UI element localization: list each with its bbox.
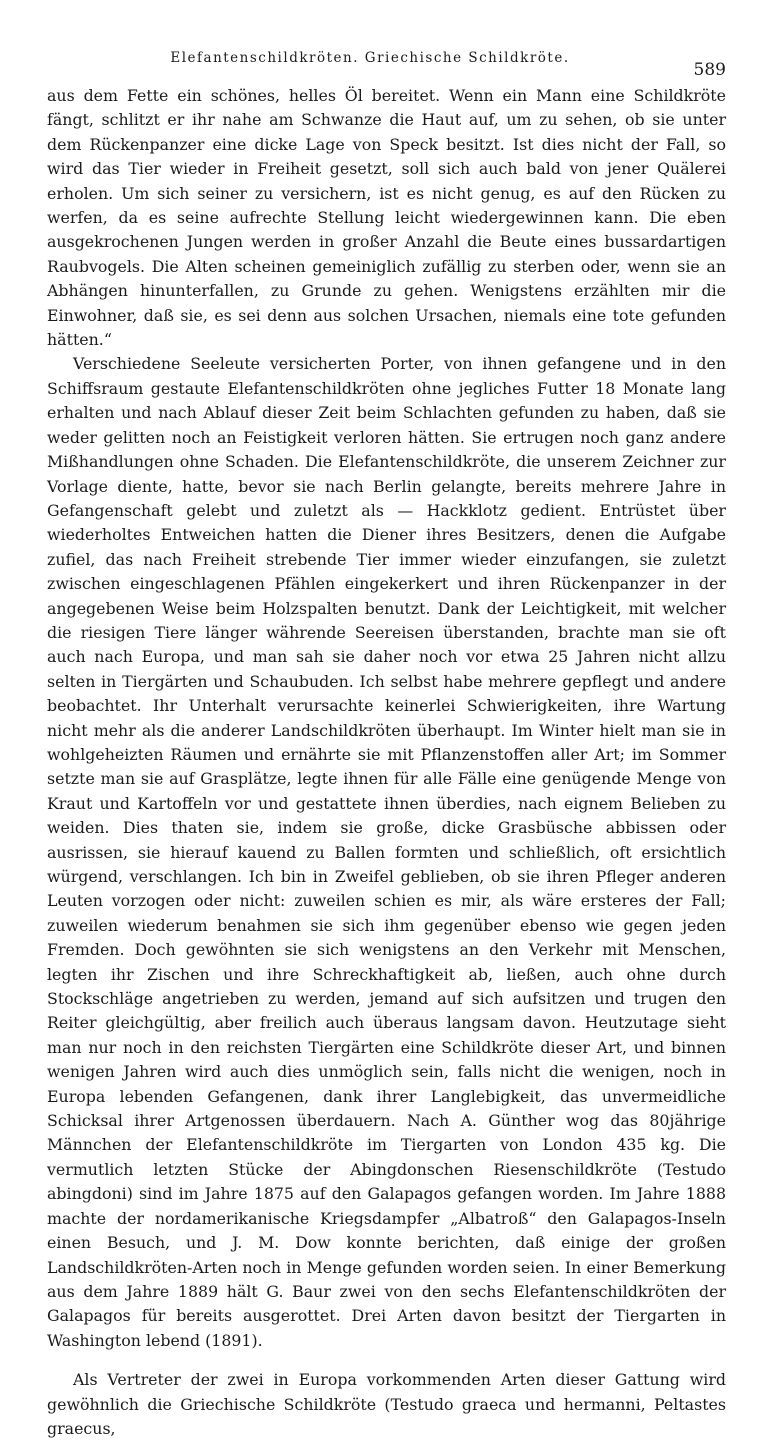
page-number: 589: [693, 60, 726, 80]
paragraph-continued: aus dem Fette ein schönes, helles Öl bereitet. Wenn ein Mann eine Schildkröte fängt, schlitzt er ihr nahe am Schwanze die Haut auf, um zu sehen, ob sie unter dem Rückenpanzer eine dicke Lage von Speck besitzt. Ist dies nicht der Fall, so wird das Tier wieder in Freiheit gesetzt, soll sich auch bald von jener Quälerei erholen. Um sich seiner zu versichern, ist es nicht genug, es auf den Rücken zu werfen, da es seine aufrechte Stellung leicht wiedergewinnen kann. Die eben ausgekrochenen Jungen werden in großer Anzahl die Beute eines bussardartigen Raubvogels. Die Alten scheinen gemeiniglich zufällig zu sterben oder, wenn sie an Abhängen hinunterfallen, zu Grunde zu gehen. Wenigstens erzählten mir die Einwohner, daß sie, es sei denn aus solchen Ursachen, niemals eine tote gefunden hätten.“: [47, 86, 726, 350]
paragraph-greek-tortoise: Als Vertreter der zwei in Europa vorkommenden Arten dieser Gattung wird gewöhnlich die Griechische Schildkröte (Testudo graeca und hermanni, Peltastes graecus,: [47, 1370, 726, 1438]
paragraph-captivity: Verschiedene Seeleute versicherten Porter, von ihnen gefangene und in den Schiffsraum gestaute Elefantenschildkröten ohne jegliches Futter 18 Monate lang erhalten und nach Ablauf dieser Zeit beim Schlachten gefunden zu haben, daß sie weder gelitten noch an Feistigkeit verloren hätten. Sie ertrugen noch ganz andere Mißhandlungen ohne Schaden. Die Elefantenschildkröte, die unserem Zeichner zur Vorlage diente, hatte, bevor sie nach Berlin gelangte, bereits mehrere Jahre in Gefangenschaft gelebt und zuletzt als — Hackklotz gedient. Entrüstet über wiederholtes Entweichen hatten die Diener ihres Besitzers, denen die Aufgabe zufiel, das nach Freiheit strebende Tier immer wieder einzufangen, sie zuletzt zwischen eingeschlagenen Pfählen eingekerkert und ihren Rückenpanzer in der angegebenen Weise beim Holzspalten benutzt. Dank der Leichtigkeit, mit welcher die riesigen Tiere länger währende Seereisen überstanden, brachte man sie oft auch nach Europa, und man sah sie daher noch vor etwa 25 Jahren nicht allzu selten in Tiergärten und Schaubuden. Ich selbst habe mehrere gepflegt und andere beobachtet. Ihr Unterhalt verursachte keinerlei Schwierigkeiten, ihre Wartung nicht mehr als die anderer Landschildkröten überhaupt. Im Winter hielt man sie in wohlgeheizten Räumen und ernährte sie mit Pflanzenstoffen aller Art; im Sommer setzte man sie auf Grasplätze, legte ihnen für alle Fälle eine genügende Menge von Kraut und Kartoffeln vor und gestattete ihnen überdies, nach eignem Belieben zu weiden. Dies thaten sie, indem sie große, dicke Grasbüsche abbissen oder ausrissen, sie hierauf kauend zu Ballen formten und schließlich, oft ersichtlich würgend, verschlangen. Ich bin in Zweifel geblieben, ob sie ihren Pfleger anderen Leuten vorzogen oder nicht: zuweilen schien es mir, als wäre ersteres der Fall; zuweilen wiederum benahmen sie sich ihm gegenüber ebenso wie gegen jeden Fremden. Doch gewöhnten sie sich wenigstens an den Verkehr mit Menschen, legten ihr Zischen und ihre Schreckhaftigkeit ab, ließen, auch ohne durch Stockschläge angetrieben zu werden, jemand auf sich aufsitzen und trugen den Reiter gleichgültig, aber freilich auch überaus langsam davon. Heutzutage sieht man nur noch in den reichsten Tiergärten eine Schildkröte dieser Art, und binnen wenigen Jahren wird auch dies unmöglich sein, falls nicht die wenigen, noch in Europa lebenden Gefangenen, dank ihrer Langlebigkeit, das unvermeidliche Schicksal ihrer Artgenossen überdauern. Nach A. Günther wog das 80jährige Männchen der Elefantenschildkröte im Tiergarten von London 435 kg. Die vermutlich letzten Stücke der Abingdonschen Riesenschildkröte (Testudo abingdoni) sind im Jahre 1875 auf den Galapagos gefangen worden. Im Jahre 1888 machte der nordamerikanische Kriegsdampfer „Albatroß“ den Galapagos-Inseln einen Besuch, und J. M. Dow konnte berichten, daß einige der großen Landschildkröten-Arten noch in Menge gefunden worden seien. In einer Bemerkung aus dem Jahre 1889 hält G. Baur zwei von den sechs Elefantenschildkröten der Galapagos für bereits ausgerottet. Drei Arten davon besitzt der Tiergarten in Washington lebend (1891).: [47, 354, 726, 1350]
running-head: Elefantenschildkröten. Griechische Schildkröte.: [170, 50, 570, 66]
body-text: [47, 84, 726, 1441]
